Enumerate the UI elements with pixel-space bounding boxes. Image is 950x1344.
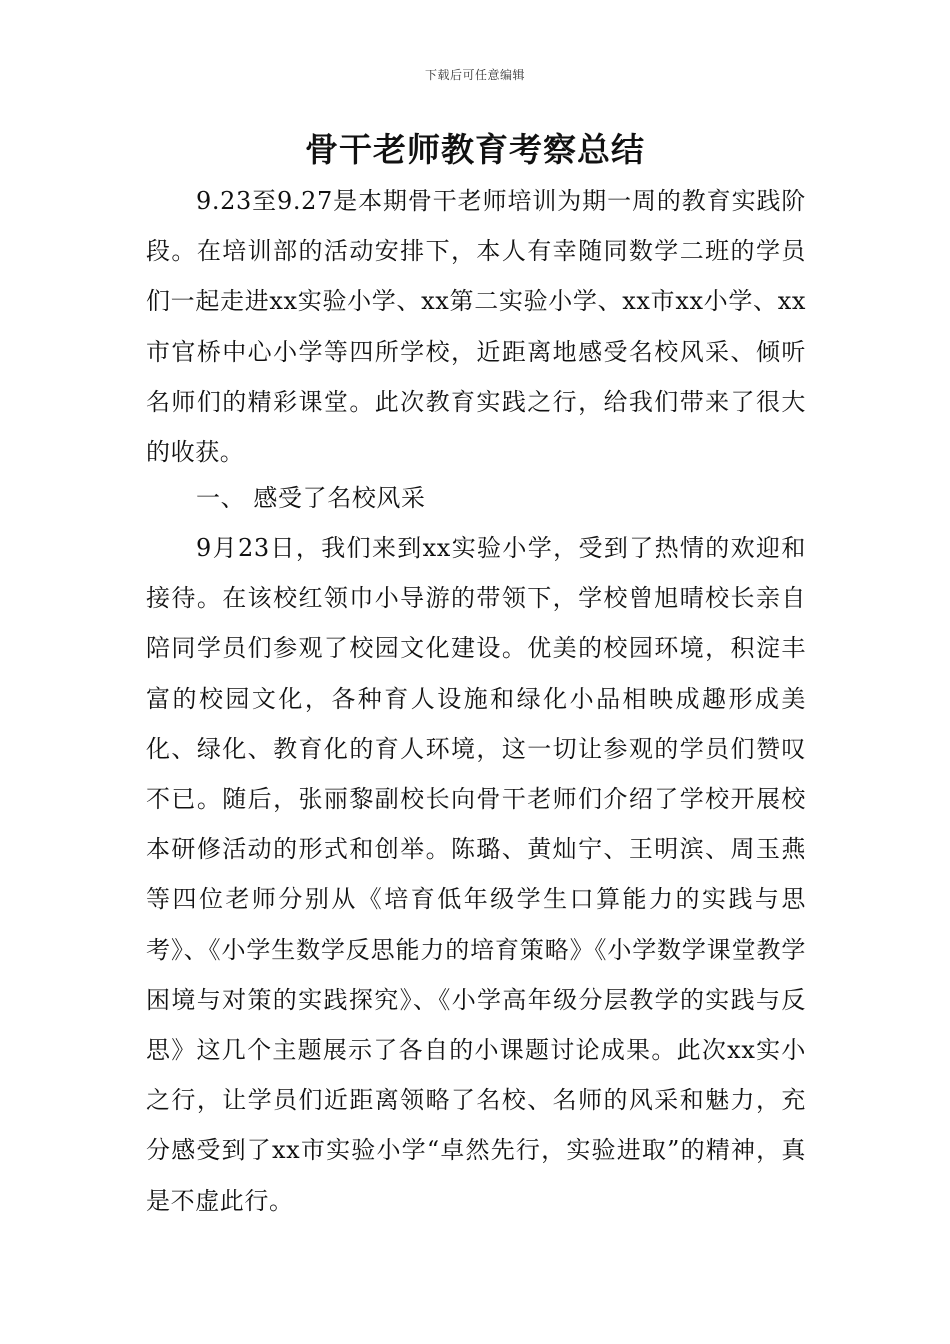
section-heading (146, 473, 806, 523)
paragraph-visit (146, 523, 806, 1226)
paragraph-text: 9月23日，我们来到xx实验小学，受到了热情的欢迎和接待。在该校红领巾小导游的带领下，学校曾旭晴校长亲自陪同学员们参观了校园文化建设。优美的校园环境，积淀丰富的校园文化，各种育人设施和绿化小品相映成趣形成美化、绿化、教育化的育人环境，这一切让参观的学员们赞叹不已。随后，张丽黎副校长向骨干老师们介绍了学校开展校本研修活动的形式和创举。陈璐、黄灿宁、王明滨、周玉燕等四位老师分别从《培育低年级学生口算能力的实践与思考》、《小学生数学反思能力的培育策略》《小学数学课堂教学困境与对策的实践探究》、《小学高年级分层教学的实践与反思》这几个主题展示了各自的小课题讨论成果。此次xx实小之行，让学员们近距离领略了名校、名师的风采和魅力，充分感受到了xx市实验小学“卓然先行，实验进取”的精神，真是不虚此行。 (146, 534, 806, 1215)
section-heading-text: 一、 感受了名校风采 (196, 484, 426, 512)
header-note: 下载后可任意编辑 (424, 68, 525, 82)
paragraph-text: 9.23至9.27是本期骨干老师培训为期一周的教育实践阶段。在培训部的活动安排下，本人有幸随同数学二班的学员们一起走进xx实验小学、xx第二实验小学、xx市xx小学、xx市官桥中心小学等四所学校，近距离地感受名校风采、倾听名师们的精彩课堂。此次教育实践之行，给我们带来了很大的收获。 (146, 187, 806, 467)
paragraph-intro (146, 176, 806, 477)
document-title: 骨干老师教育考察总结 (305, 130, 645, 169)
